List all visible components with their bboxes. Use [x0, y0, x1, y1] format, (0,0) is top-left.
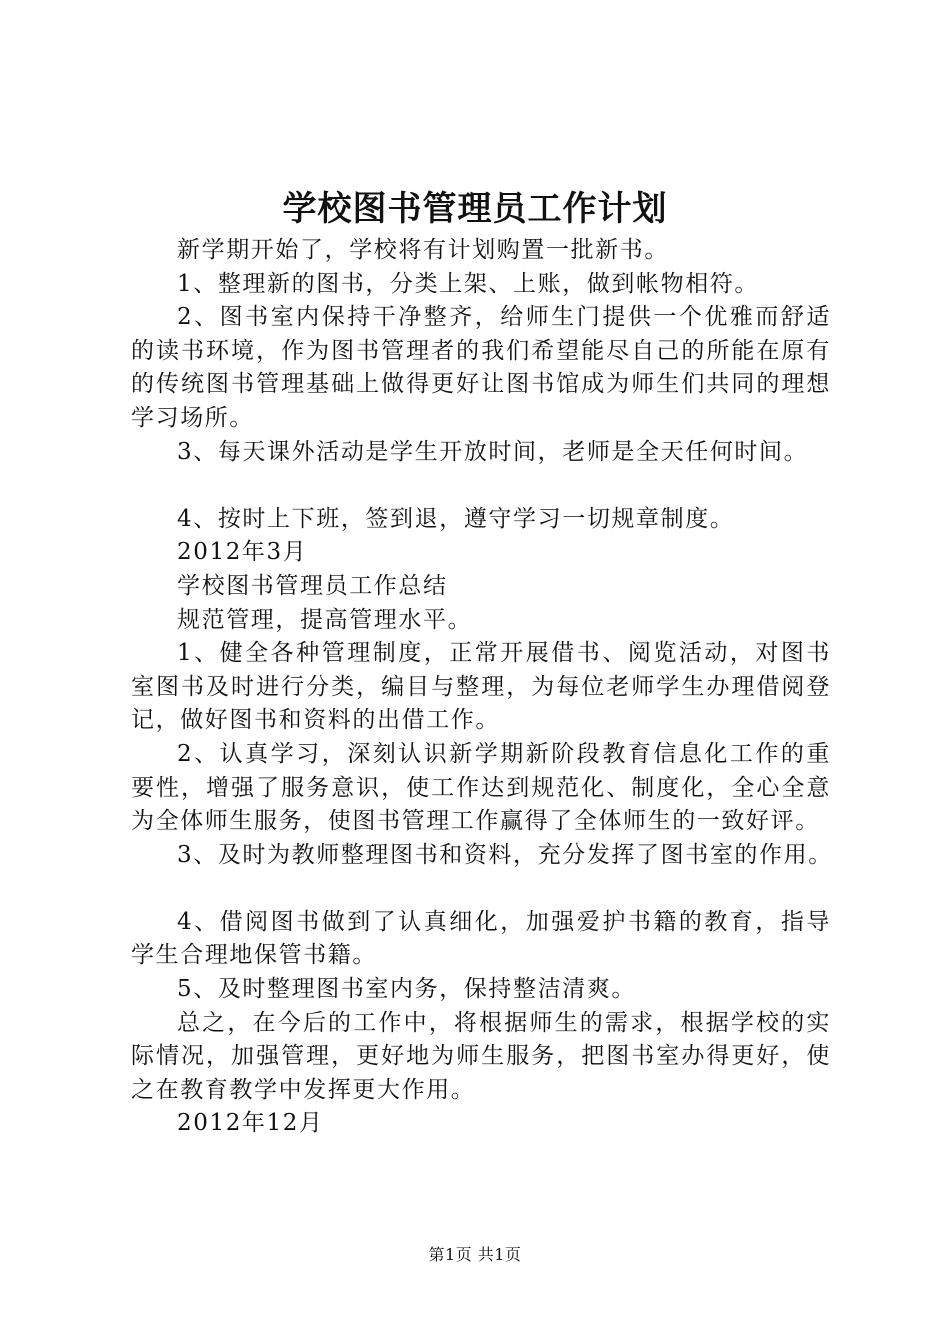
paragraph-plan-item-2: 2、图书室内保持干净整齐，给师生门提供一个优雅而舒适的读书环境，作为图书管理者的我们希望能尽自己的所能在原有的传统图书管理基础上做得更好让图书馆成为师生们共同的理想学习场所。: [131, 304, 831, 431]
paragraph-summary-item-3: 3、及时为教师整理图书和资料，充分发挥了图书室的作用。: [177, 841, 833, 868]
paragraph-intro: 新学期开始了，学校将有计划购置一批新书。: [177, 237, 669, 263]
document-body: [131, 234, 831, 1141]
paragraph-summary-item-2: 2、认真学习，深刻认识新学期新阶段教育信息化工作的重要性，增强了服务意识，使工作达到规范化、制度化，全心全意为全体师生服务，使图书管理工作赢得了全体师生的一致好评。: [131, 740, 831, 835]
paragraph-plan-item-3: 3、每天课外活动是学生开放时间，老师是全天任何时间。: [177, 438, 809, 465]
document-title: 学校图书管理员工作计划: [282, 189, 668, 229]
page-footer: 第1页 共1页: [428, 1245, 522, 1264]
plan-date: 2012年3月: [177, 539, 308, 566]
summary-date: 2012年12月: [177, 1110, 324, 1137]
paragraph-summary-item-4: 4、借阅图书做到了认真细化，加强爱护书籍的教育，指导学生合理地保管书籍。: [131, 908, 831, 969]
blank-line: [131, 872, 831, 906]
paragraph-summary-item-1: 1、健全各种管理制度，正常开展借书、阅览活动，对图书室图书及时进行分类，编目与整理，为每位老师学生办理借阅登记，做好图书和资料的出借工作。: [131, 640, 831, 734]
paragraph-summary-item-5: 5、及时整理图书室内务，保持整洁清爽。: [177, 976, 637, 1003]
paragraph-conclusion: 总之，在今后的工作中，将根据师生的需求，根据学校的实际情况，加强管理，更好地为师生服务，把图书室办得更好，使之在教育教学中发挥更大作用。: [131, 1009, 831, 1103]
blank-line: [131, 469, 831, 503]
paragraph-summary-intro: 规范管理，提高管理水平。: [177, 606, 473, 633]
paragraph-plan-item-4: 4、按时上下班，签到退，遵守学习一切规章制度。: [177, 505, 735, 532]
summary-heading: 学校图书管理员工作总结: [177, 572, 448, 599]
paragraph-plan-item-1: 1、整理新的图书，分类上架、上账，做到帐物相符。: [177, 270, 760, 297]
